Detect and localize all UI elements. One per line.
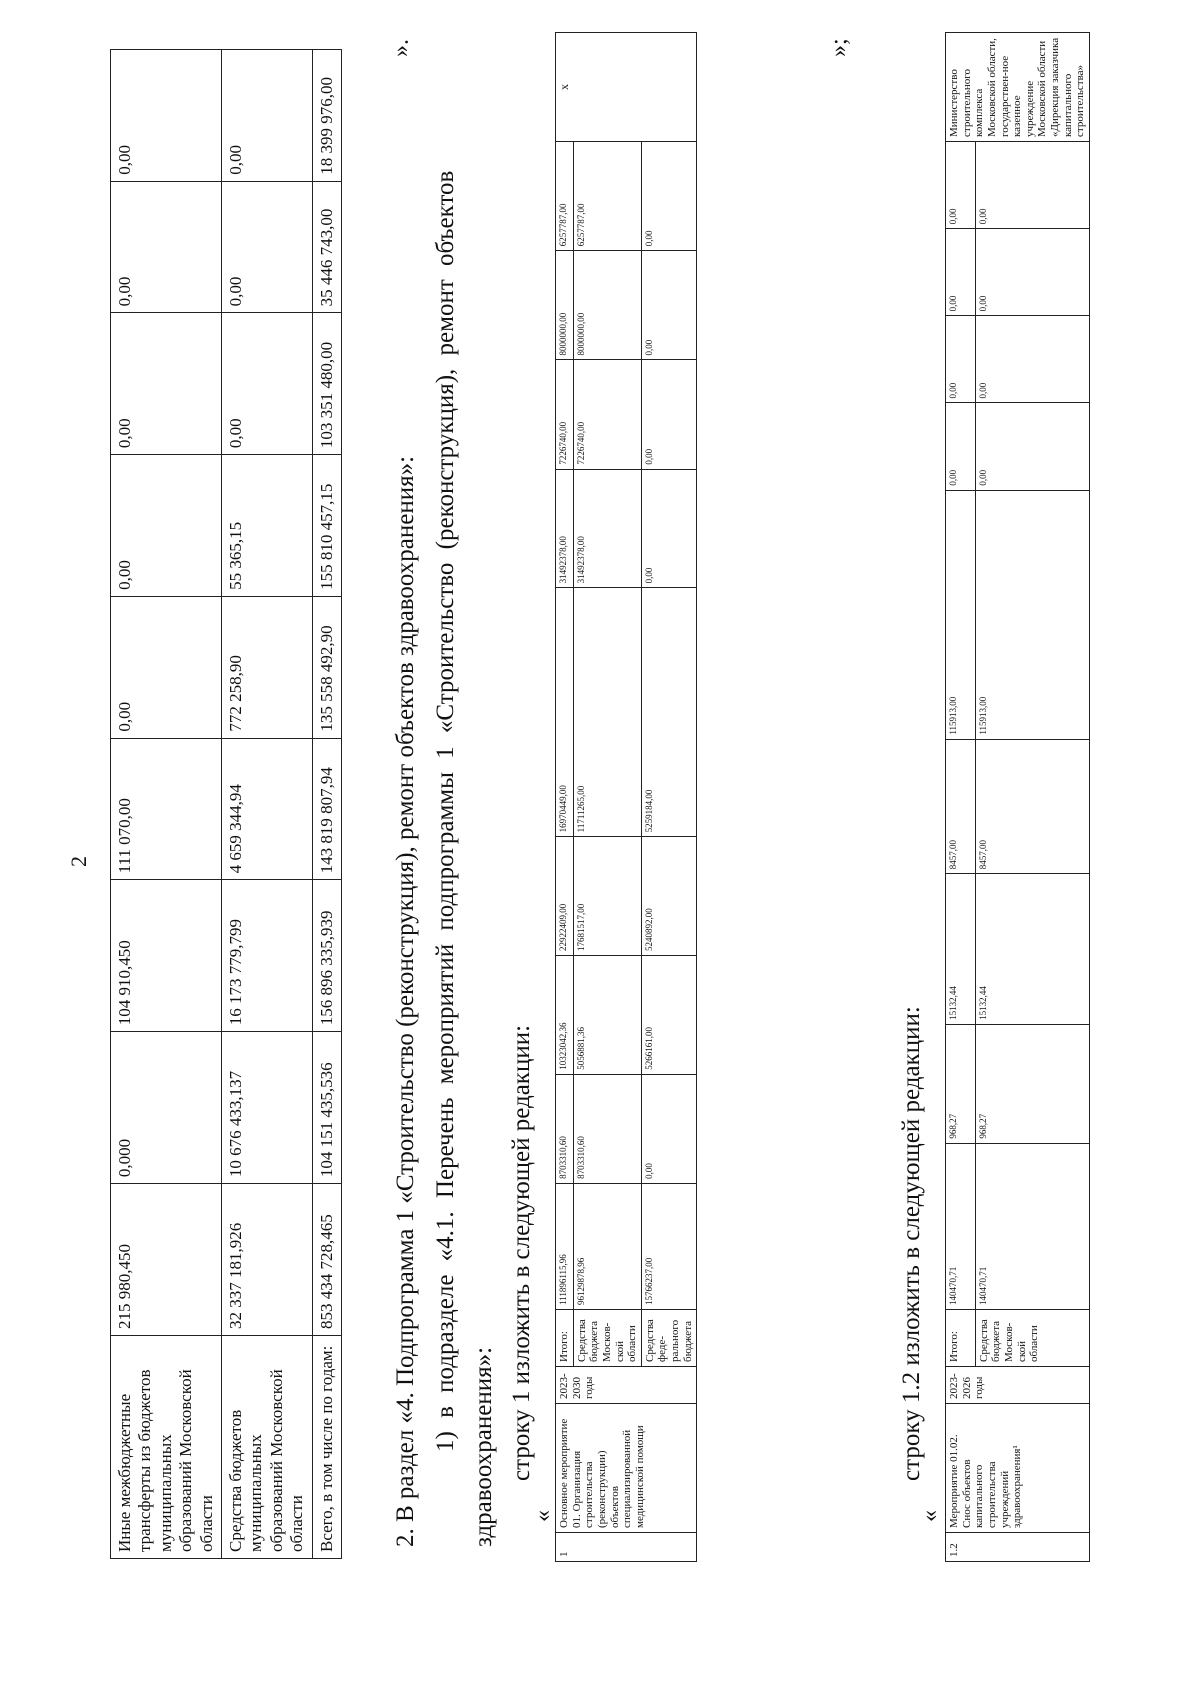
cell: 96129878,96 — [573, 1183, 641, 1309]
row-label: Средства бюджетов муниципальных образований Московской области — [221, 1336, 312, 1559]
period: 2023-2026 годы — [946, 1367, 1090, 1404]
cell: 0,00 — [111, 313, 222, 455]
cell: 0,00 — [946, 229, 976, 316]
finance-summary-table — [110, 49, 342, 1559]
cell: 5266161,00 — [641, 956, 697, 1075]
cell: 156 896 335,939 — [312, 880, 341, 1032]
cell: 140470,71 — [946, 1143, 976, 1309]
cell: 7226740,00 — [573, 360, 641, 469]
cell: 5056881,36 — [573, 956, 641, 1075]
cell: 0,000 — [111, 1032, 222, 1184]
measure-name: Основное мероприятие 01. Организация строительства (реконструкции) объектов специализированной медицинской помощи — [556, 1404, 697, 1533]
cell: 8703310,60 — [573, 1074, 641, 1183]
row-number: 1.2 — [946, 1533, 1090, 1562]
cell: 0,00 — [111, 596, 222, 738]
cell: 32 337 181,926 — [221, 1184, 312, 1336]
cell: 0,00 — [946, 403, 976, 490]
row-number: 1 — [556, 1533, 697, 1562]
cell: 0,00 — [641, 142, 697, 251]
cell: 10323042,36 — [556, 956, 574, 1075]
closing-quote-row1: »; — [826, 38, 852, 57]
cell: 8000000,00 — [573, 251, 641, 360]
source: Средства феде-рального бюджета — [641, 1310, 697, 1367]
cell: 5240892,00 — [641, 837, 697, 956]
cell: 968,27 — [946, 1024, 976, 1143]
paragraph-section-2: 2. В раздел «4. Подпрограмма 1 «Строительство (реконструкция), ремонт объектов здравоохранения»: — [392, 455, 419, 1547]
cell: 104 151 435,536 — [312, 1032, 341, 1184]
cell: 6257787,00 — [573, 142, 641, 251]
paragraph-subsection-1: 1) в подразделе «4.1. Перечень мероприятий подпрограммы 1 «Строительство (реконструкция), ремонт объектов — [432, 170, 459, 1452]
row-label: Всего, в том числе по годам: — [312, 1336, 341, 1559]
cell: 8457,00 — [975, 739, 1089, 874]
source: Итого: — [946, 1310, 976, 1367]
cell: 0,00 — [111, 50, 222, 182]
cell: 104 910,450 — [111, 880, 222, 1032]
cell: 0,00 — [975, 229, 1089, 316]
closing-quote: ». — [388, 39, 414, 57]
cell: 215 980,450 — [111, 1184, 222, 1336]
cell: 0,00 — [111, 181, 222, 313]
cell: 0,00 — [946, 316, 976, 403]
cell: 0,00 — [975, 403, 1089, 490]
cell: 5259184,00 — [641, 588, 697, 837]
cell: 15132,44 — [946, 874, 976, 1025]
cell: 155 810 457,15 — [312, 455, 341, 597]
cell: 853 434 728,465 — [312, 1184, 341, 1336]
cell: 31492378,00 — [573, 469, 641, 588]
row1-table — [555, 32, 697, 1562]
source: Средства бюджета Москов-ской области — [975, 1310, 1089, 1367]
cell: 11711265,00 — [573, 588, 641, 837]
table-row — [641, 33, 697, 1562]
cell: 8457,00 — [946, 739, 976, 874]
cell: 16 173 779,799 — [221, 880, 312, 1032]
cell: 0,00 — [111, 455, 222, 597]
cell: 0,00 — [946, 142, 976, 229]
source: Итого: — [556, 1310, 574, 1367]
cell: 0,00 — [641, 251, 697, 360]
cell: 143 819 807,94 — [312, 738, 341, 880]
cell: 968,27 — [975, 1024, 1089, 1143]
cell: 140470,71 — [975, 1143, 1089, 1309]
cell: 15766237,00 — [641, 1183, 697, 1309]
cell: 10 676 433,137 — [221, 1032, 312, 1184]
cell: 0,00 — [221, 50, 312, 182]
cell: 103 351 480,00 — [312, 313, 341, 455]
cell: 115913,00 — [975, 490, 1089, 739]
row-label: Иные межбюджетные трансферты из бюджетов муниципальных образований Московской области — [111, 1336, 222, 1559]
cell: 115913,00 — [946, 490, 976, 739]
table-row-total — [312, 50, 341, 1559]
open-quote-row12: « — [917, 1510, 943, 1522]
cell: 17681517,00 — [573, 837, 641, 956]
cell: 0,00 — [641, 360, 697, 469]
cell: 772 258,90 — [221, 596, 312, 738]
cell: 7226740,00 — [556, 360, 574, 469]
responsible: Министерство строительного комплекса Московской области, государствен-ное казенное учреждение Московской области «Дирекция заказчика капитального строительства» — [946, 33, 1090, 142]
open-quote: « — [530, 1510, 556, 1522]
cell: 4 659 344,94 — [221, 738, 312, 880]
cell: 0,00 — [221, 181, 312, 313]
cell: 0,00 — [641, 1074, 697, 1183]
cell: 0,00 — [975, 142, 1089, 229]
measure-name: Мероприятие 01.02. Снос объектов капитального строительства учреждений здравоохранения¹ — [946, 1404, 1090, 1533]
table-row — [573, 33, 641, 1562]
row12-table — [945, 32, 1090, 1562]
row12-intro: строку 1.2 изложить в следующей редакции: — [898, 1006, 925, 1481]
responsible: х — [556, 33, 697, 142]
source: Средства бюджета Москов-ской области — [573, 1310, 641, 1367]
cell: 16970449,00 — [556, 588, 574, 837]
table-row — [221, 50, 312, 1559]
page-number: 2 — [66, 856, 91, 867]
cell: 18 399 976,00 — [312, 50, 341, 182]
cell: 8000000,00 — [556, 251, 574, 360]
cell: 22922409,00 — [556, 837, 574, 956]
table-row — [556, 33, 574, 1562]
cell: 111896115,96 — [556, 1183, 574, 1309]
cell: 8703310,60 — [556, 1074, 574, 1183]
cell: 135 558 492,90 — [312, 596, 341, 738]
period: 2023-2030 годы — [556, 1367, 697, 1404]
cell: 55 365,15 — [221, 455, 312, 597]
cell: 111 070,00 — [111, 738, 222, 880]
cell: 15132,44 — [975, 874, 1089, 1025]
cell: 31492378,00 — [556, 469, 574, 588]
table-row — [111, 50, 222, 1559]
cell: 0,00 — [221, 313, 312, 455]
cell: 6257787,00 — [556, 142, 574, 251]
row1-intro: строку 1 изложить в следующей редакции: — [508, 1024, 535, 1481]
cell: 0,00 — [641, 469, 697, 588]
paragraph-subsection-1-cont: здравоохранения»: — [470, 1346, 497, 1547]
table-row — [946, 33, 976, 1562]
cell: 0,00 — [975, 316, 1089, 403]
table-row — [975, 33, 1089, 1562]
cell: 35 446 743,00 — [312, 181, 341, 313]
